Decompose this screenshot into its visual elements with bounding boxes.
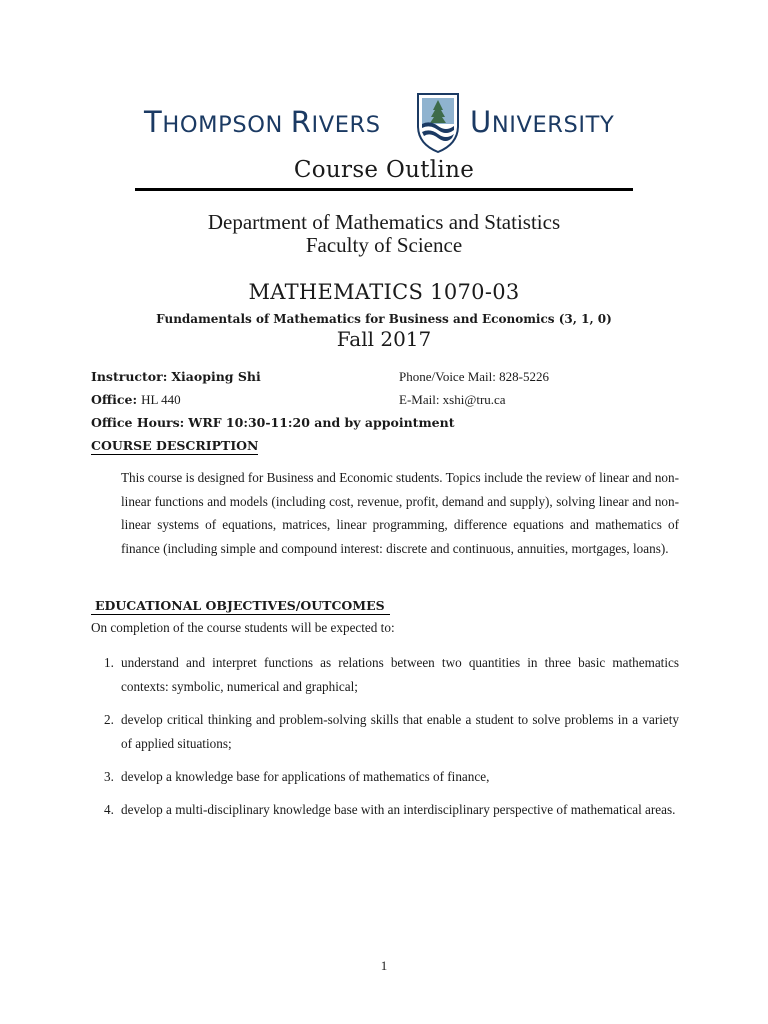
objective-text: develop a multi-disciplinary knowledge base with an interdisciplinary perspective of mathematical areas. xyxy=(121,802,676,817)
objective-item xyxy=(91,708,679,755)
page-number: 1 xyxy=(380,958,388,973)
faculty-name: Faculty of Science xyxy=(305,233,463,257)
instructor-label: Instructor: xyxy=(91,369,168,384)
instructor-name: Xiaoping Shi xyxy=(171,369,261,384)
phone-line: Phone/Voice Mail: 828-5226 xyxy=(399,369,549,384)
objective-number: 1. xyxy=(104,655,114,670)
title-rule xyxy=(135,188,633,191)
office-hours-label: Office Hours: xyxy=(91,415,185,430)
course-description-heading: COURSE DESCRIPTION xyxy=(91,438,259,453)
objectives-intro: On completion of the course students will be expected to: xyxy=(91,620,395,635)
logo-text-left: THOMPSON RIVERS xyxy=(144,105,381,139)
course-name: Fundamentals of Mathematics for Business and Economics (3, 1, 0) xyxy=(156,312,612,326)
document-title: Course Outline xyxy=(293,157,475,183)
objective-text: understand and interpret functions as relations between two quantities in three basic mathematics contexts: symbolic, numerical and graphical; xyxy=(121,655,679,694)
instructor-line xyxy=(91,369,261,384)
logo-text-right: UNIVERSITY xyxy=(470,105,615,139)
office-line xyxy=(91,392,181,408)
objective-item xyxy=(91,765,679,789)
department-name: Department of Mathematics and Statistics xyxy=(207,210,561,234)
objective-text: develop a knowledge base for applications of mathematics of finance, xyxy=(121,769,490,784)
course-description-text: This course is designed for Business and Economic students. Topics include the review of linear and non-linear functions and models (including cost, revenue, profit, demand and supply), solving linear and non-linear systems of equations, matrices, linear programming, difference equations and mathematics of finance (including simple and compound interest: discrete and continuous, annuities, mortgages, loans). xyxy=(121,470,679,557)
university-logo xyxy=(0,90,768,156)
objective-item xyxy=(91,651,679,698)
objective-item xyxy=(91,798,679,822)
objectives-heading: EDUCATIONAL OBJECTIVES/OUTCOMES xyxy=(91,598,390,615)
office-label: Office: xyxy=(91,392,138,407)
course-code: MATHEMATICS 1070-03 xyxy=(248,280,520,304)
objective-number: 3. xyxy=(104,769,114,784)
objective-text: develop critical thinking and problem-solving skills that enable a student to solve problems in a variety of applied situations; xyxy=(121,712,679,751)
objective-number: 4. xyxy=(104,802,114,817)
email-line: E-Mail: xshi@tru.ca xyxy=(399,392,506,407)
office-hours-line xyxy=(91,415,455,430)
office-hours-value: WRF 10:30-11:20 and by appointment xyxy=(188,415,455,430)
office-value: HL 440 xyxy=(141,392,181,407)
department-block xyxy=(0,211,768,257)
objective-number: 2. xyxy=(104,712,114,727)
tru-crest-icon xyxy=(414,90,462,154)
course-term: Fall 2017 xyxy=(336,327,432,351)
